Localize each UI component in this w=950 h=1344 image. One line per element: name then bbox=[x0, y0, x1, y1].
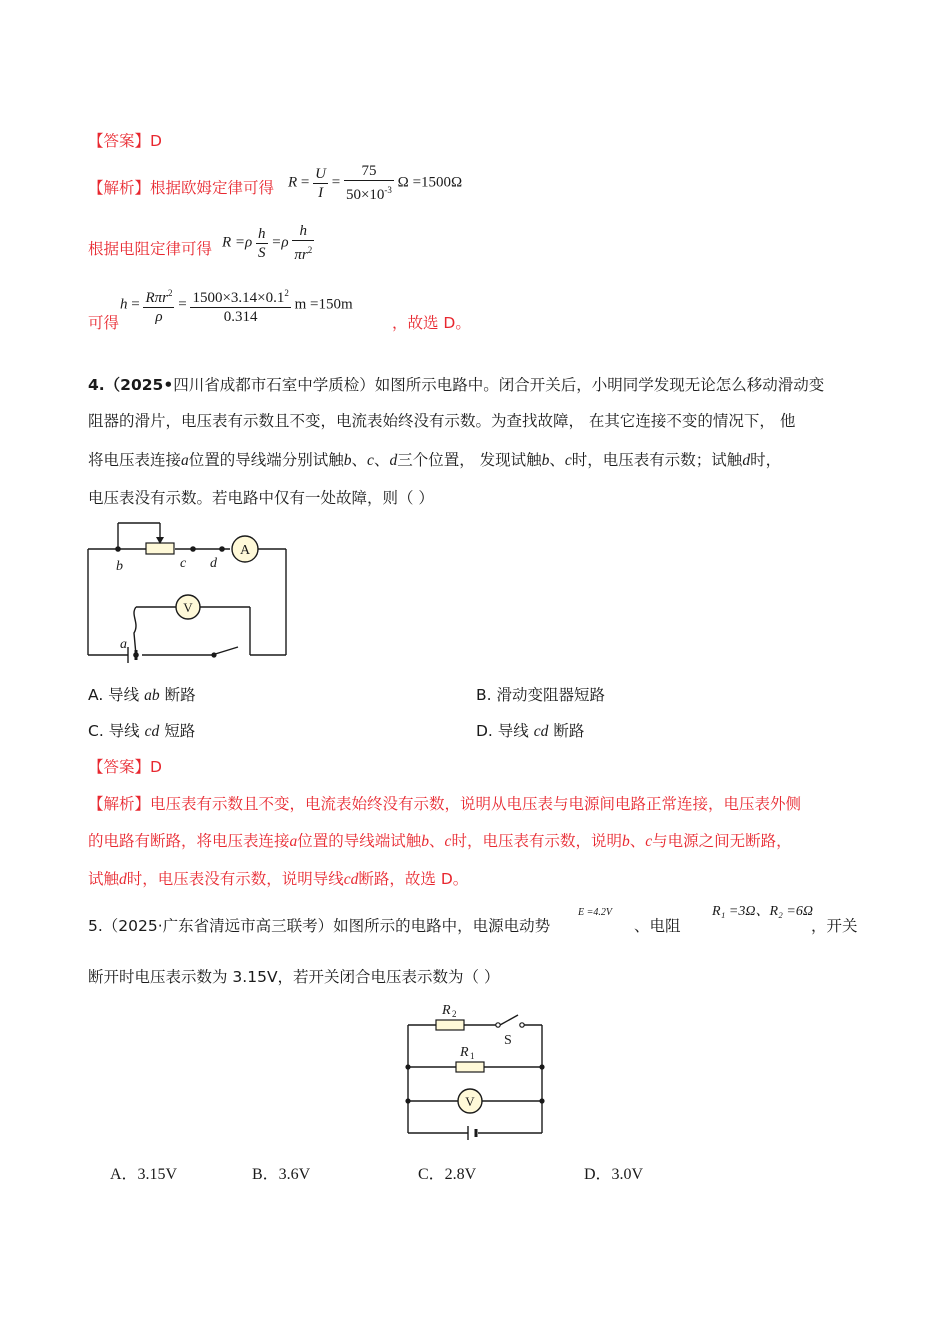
question-text: 、 bbox=[549, 451, 565, 469]
ammeter-label: A bbox=[239, 543, 251, 558]
frac-den: S bbox=[258, 244, 266, 261]
var-b: b bbox=[421, 833, 430, 850]
option-var: cd bbox=[144, 723, 160, 740]
option-text: 断路 bbox=[553, 722, 585, 740]
formula-text: E =4.2V bbox=[578, 907, 612, 918]
var-a: a bbox=[289, 833, 298, 850]
answer-value: D bbox=[150, 132, 162, 150]
var-b: b bbox=[343, 452, 352, 469]
fraction-ui bbox=[313, 165, 328, 202]
formula-symbol: h bbox=[120, 296, 128, 313]
formula-op: = bbox=[300, 174, 310, 191]
exponent: -3 bbox=[384, 185, 392, 195]
q4-option-b[interactable] bbox=[476, 684, 605, 706]
question-text: 、 bbox=[373, 451, 390, 469]
answer-label: 【答案】 bbox=[88, 132, 151, 150]
var-c: c bbox=[444, 833, 452, 850]
frac-den: 50×10 bbox=[345, 187, 385, 203]
answer-label: 【答案】 bbox=[88, 758, 151, 776]
question-text: 时， bbox=[750, 451, 782, 469]
option-text: D. 导线 bbox=[476, 722, 529, 740]
q4-circuit-diagram bbox=[80, 515, 300, 665]
formula-result: Ω =1500Ω bbox=[397, 174, 463, 191]
var-c: c bbox=[645, 833, 653, 850]
q5-circuit-diagram bbox=[400, 995, 550, 1145]
exponent: 2 bbox=[307, 245, 313, 255]
q5-line2 bbox=[88, 966, 499, 988]
option-text: A. 导线 bbox=[88, 686, 140, 704]
analysis-text: 时，电压表没有示数，说明导线 bbox=[126, 870, 344, 888]
analysis-text: 、 bbox=[429, 832, 445, 850]
switch-icon bbox=[496, 1023, 500, 1027]
frac-num: h bbox=[258, 225, 266, 242]
question-text: 位置的导线端分别试触 bbox=[188, 451, 344, 469]
q4-answer bbox=[88, 756, 162, 778]
var-c: c bbox=[564, 452, 572, 469]
q4-line2 bbox=[88, 410, 795, 432]
point-b-label: b bbox=[116, 559, 123, 574]
q3-analysis-line2 bbox=[88, 238, 212, 260]
formula-symbol: R bbox=[222, 234, 232, 251]
frac-den: ρ bbox=[155, 309, 163, 325]
analysis-text: 、 bbox=[629, 832, 646, 850]
formula-op: = bbox=[131, 296, 140, 313]
question-text: 、 bbox=[351, 451, 368, 469]
q4-analysis-line1 bbox=[88, 793, 801, 815]
formula-text: R₁ =3Ω、R₂ =6Ω bbox=[712, 904, 813, 919]
point-d-label: d bbox=[210, 556, 217, 571]
q5-option-b[interactable] bbox=[252, 1164, 310, 1186]
emf-value bbox=[578, 907, 612, 918]
question-text: 5.（2025·广东省清远市高三联考）如图所示的电路中，电源电动势 bbox=[88, 917, 551, 935]
frac-den: 0.314 bbox=[223, 309, 258, 325]
height-formula bbox=[120, 284, 353, 326]
voltmeter-label: V bbox=[465, 1094, 475, 1109]
formula-result: m =150m bbox=[294, 296, 353, 313]
question-text: 电压表没有示数。若电路中仅有一处故障，则（ ） bbox=[88, 489, 434, 507]
r1-subscript: 1 bbox=[470, 1051, 475, 1061]
analysis-text: 可得 bbox=[88, 314, 120, 332]
option-text: 短路 bbox=[164, 722, 196, 740]
point-c-label: c bbox=[180, 556, 187, 571]
analysis-text: 根据电阻定律可得 bbox=[88, 240, 213, 258]
q5-line1-mid bbox=[634, 915, 681, 937]
fraction-hs bbox=[256, 225, 268, 262]
option-text: C. 导线 bbox=[88, 722, 140, 740]
question-text: ，开关 bbox=[811, 917, 858, 935]
frac-num: Rπr bbox=[145, 290, 168, 306]
r2-label: R bbox=[442, 1003, 451, 1018]
q4-line3 bbox=[88, 449, 781, 472]
q3-analysis-line1 bbox=[88, 177, 274, 199]
q4-analysis-line3 bbox=[88, 868, 468, 891]
formula-symbol: R bbox=[288, 174, 298, 191]
option-text: B. 滑动变阻器短路 bbox=[476, 686, 605, 704]
q4-analysis-line2 bbox=[88, 830, 792, 853]
formula-op: =ρ bbox=[271, 234, 289, 251]
option-text: 断路 bbox=[164, 686, 196, 704]
frac-den: I bbox=[318, 184, 324, 201]
q3-conclusion bbox=[392, 312, 471, 334]
rheostat-icon bbox=[146, 543, 174, 554]
option-var: ab bbox=[144, 687, 160, 704]
var-c: c bbox=[367, 452, 374, 469]
analysis-text: 时，电压表有示数，说明 bbox=[451, 832, 622, 850]
var-d: d bbox=[742, 452, 751, 469]
q4-line1 bbox=[88, 374, 824, 396]
q4-option-c[interactable] bbox=[88, 720, 195, 743]
var-b: b bbox=[541, 452, 550, 469]
q3-analysis-line3 bbox=[88, 312, 119, 334]
var-b: b bbox=[621, 833, 630, 850]
fraction-numeric bbox=[190, 284, 290, 326]
analysis-text: 电压表有示数且不变，电流表始终没有示数，说明从电压表与电源间电路正常连接，电压表外侧 bbox=[150, 795, 802, 813]
option-var: cd bbox=[533, 723, 549, 740]
option-text: B．3.6V bbox=[252, 1166, 311, 1183]
switch-label: S bbox=[504, 1033, 512, 1048]
option-text: A．3.15V bbox=[110, 1166, 178, 1183]
question-text: 四川省成都市石室中学质检）如图所示电路中。闭合开关后，小明同学发现无论怎么移动滑动变 bbox=[173, 376, 825, 394]
exponent: 2 bbox=[284, 288, 289, 298]
formula-op: = bbox=[331, 174, 341, 191]
resistor-r2-icon bbox=[436, 1020, 464, 1030]
frac-num: U bbox=[315, 165, 326, 182]
var-cd: cd bbox=[343, 871, 359, 888]
exponent: 2 bbox=[167, 288, 173, 298]
frac-num: 75 bbox=[344, 162, 394, 181]
question-text: 阻器的滑片，电压表有示数且不变，电流表始终没有示数。为查找故障， 在其它连接不变的情况下， 他 bbox=[88, 412, 796, 430]
analysis-text: 根据欧姆定律可得 bbox=[150, 179, 275, 197]
resistor-r1-icon bbox=[456, 1062, 484, 1072]
frac-num: h bbox=[292, 222, 314, 241]
fraction-hpir bbox=[292, 222, 314, 264]
var-d: d bbox=[119, 871, 127, 888]
analysis-text: 断路，故选 D。 bbox=[358, 870, 469, 888]
voltmeter-label: V bbox=[183, 600, 193, 615]
q4-line4 bbox=[88, 487, 434, 509]
answer-value: D bbox=[150, 758, 162, 776]
analysis-text: ，故选 D。 bbox=[392, 314, 471, 332]
question-text: 时，电压表有示数；试触 bbox=[571, 451, 743, 469]
option-text: D．3.0V bbox=[584, 1166, 644, 1183]
resistivity-formula bbox=[222, 222, 314, 264]
q5-option-d[interactable] bbox=[584, 1164, 643, 1186]
formula-op: =ρ bbox=[234, 234, 253, 251]
analysis-text: 与电源之间无断路， bbox=[652, 832, 792, 850]
question-text: 三个位置， 发现试触 bbox=[397, 451, 542, 469]
fraction-values bbox=[344, 162, 394, 204]
question-text: 断开时电压表示数为 3.15V，若开关闭合电压表示数为（ ） bbox=[88, 968, 500, 986]
var-a: a bbox=[181, 452, 189, 469]
frac-num: 1500×3.14×0.1 bbox=[192, 290, 285, 306]
analysis-text: 的电路有断路，将电压表连接 bbox=[88, 832, 290, 850]
q5-option-c[interactable] bbox=[418, 1164, 476, 1186]
option-text: C．2.8V bbox=[418, 1166, 477, 1183]
analysis-text: 试触 bbox=[88, 870, 120, 888]
question-number: 4.（2025• bbox=[88, 376, 174, 394]
point-a-label: a bbox=[120, 637, 127, 652]
resistor-values bbox=[712, 900, 813, 920]
analysis-label: 【解析】 bbox=[88, 795, 151, 813]
q4-option-d[interactable] bbox=[476, 720, 584, 743]
r1-label: R bbox=[460, 1045, 469, 1060]
q5-line1-end bbox=[811, 915, 858, 937]
q5-line1 bbox=[88, 915, 550, 937]
q4-option-a[interactable] bbox=[88, 684, 196, 707]
ohm-law-formula bbox=[288, 162, 462, 204]
q3-answer bbox=[88, 130, 162, 152]
fraction-symbolic bbox=[143, 284, 174, 326]
question-text: 将电压表连接 bbox=[88, 451, 182, 469]
formula-op: = bbox=[178, 296, 187, 313]
question-text: 、电阻 bbox=[634, 917, 681, 935]
analysis-text: 位置的导线端试触 bbox=[297, 832, 422, 850]
analysis-label: 【解析】 bbox=[88, 179, 151, 197]
frac-den: πr bbox=[294, 247, 308, 263]
r2-subscript: 2 bbox=[452, 1009, 457, 1019]
var-d: d bbox=[389, 452, 398, 469]
q5-option-a[interactable] bbox=[110, 1164, 177, 1186]
